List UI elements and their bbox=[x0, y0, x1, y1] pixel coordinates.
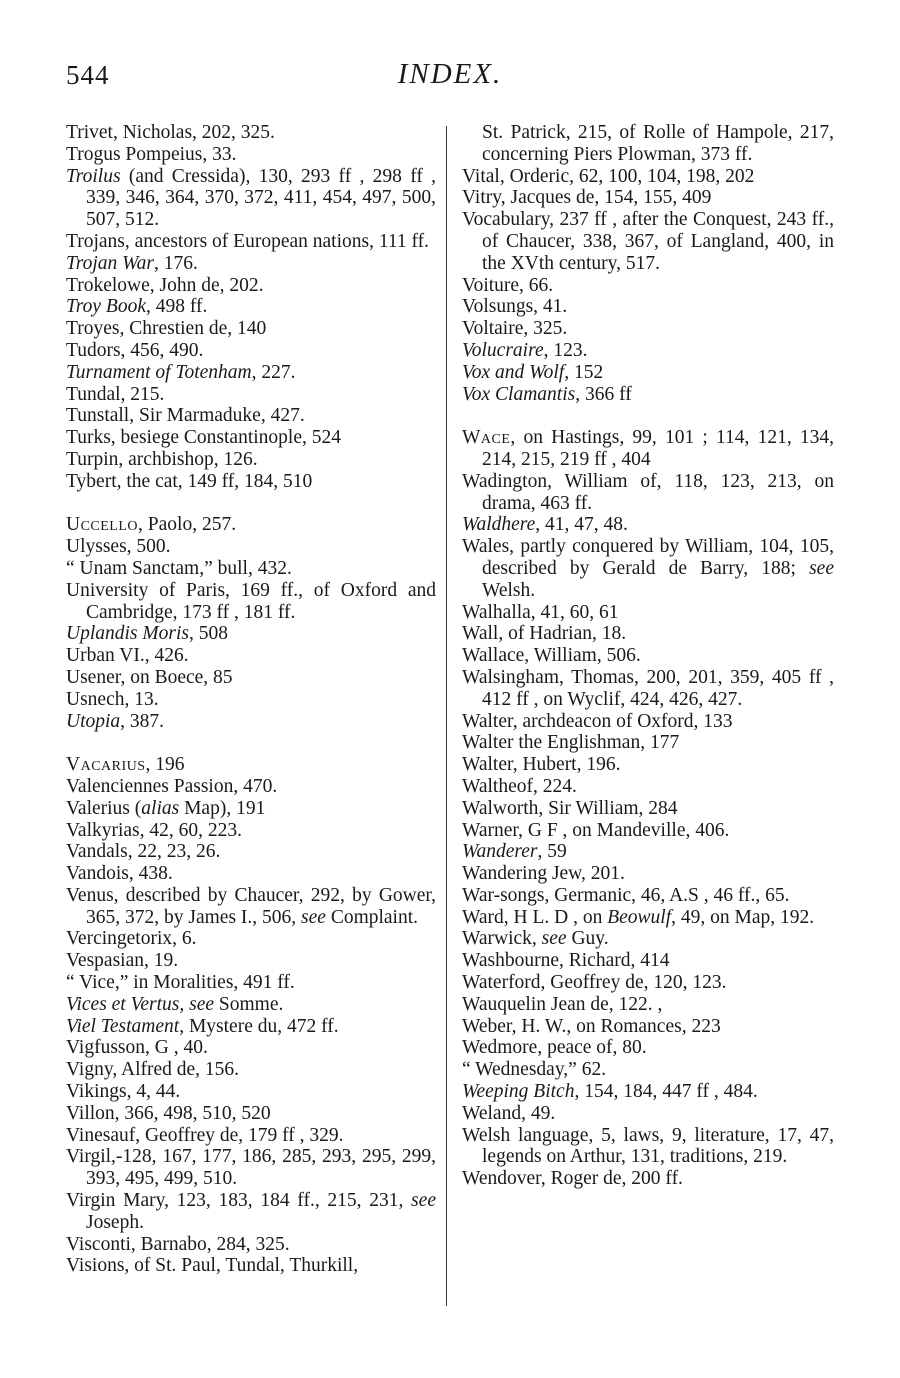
index-entry bbox=[66, 1103, 436, 1125]
index-entry-text: , on Hastings, 99, 101 ; 114, 121, 134, 214, 215, 219 ff , 404 bbox=[482, 427, 834, 470]
index-entry bbox=[66, 362, 436, 384]
index-entry-italic-text: Wanderer bbox=[462, 841, 538, 863]
index-entry-text: Wall, of Hadrian, 18. bbox=[462, 623, 627, 645]
page-number: 544 bbox=[66, 60, 110, 90]
index-entry bbox=[66, 689, 436, 711]
index-entry-text: Ward, H L. D , on bbox=[462, 906, 608, 928]
index-entry-text: Valkyrias, 42, 60, 223. bbox=[66, 819, 243, 841]
index-entry-text: “ Unam Sanctam,” bull, 432. bbox=[66, 557, 292, 579]
index-entry-text: Vandals, 22, 23, 26. bbox=[66, 841, 221, 863]
index-entry bbox=[462, 776, 834, 798]
index-entry-text: Vigfusson, G , 40. bbox=[66, 1037, 208, 1059]
index-entry-text: Visions, of St. Paul, Tundal, Thurkill, bbox=[66, 1255, 359, 1277]
index-entry-text: , 508 bbox=[188, 623, 228, 645]
index-entry-text: Walter, Hubert, 196. bbox=[462, 754, 621, 776]
index-entry-italic-text: see bbox=[301, 906, 326, 928]
index-entry bbox=[462, 994, 834, 1016]
index-entry-text: Voltaire, 325. bbox=[462, 318, 568, 340]
index-entry-text: , 59 bbox=[537, 841, 567, 863]
index-entry-text: Tunstall, Sir Marmaduke, 427. bbox=[66, 405, 305, 427]
index-entry bbox=[462, 602, 834, 624]
index-entry-text: University of Paris, 169 ff., of Oxford and Cambridge, 173 ff , 181 ff. bbox=[66, 579, 436, 623]
index-entry bbox=[66, 514, 436, 536]
index-entry bbox=[66, 1255, 436, 1277]
index-entry bbox=[462, 536, 834, 601]
index-entry-text: Joseph. bbox=[86, 1211, 144, 1233]
index-entry-italic-text: Utopia bbox=[66, 710, 121, 732]
index-entry bbox=[462, 1168, 834, 1190]
index-entry bbox=[66, 231, 436, 253]
index-entry bbox=[462, 471, 834, 515]
index-entry-italic-text: alias bbox=[141, 797, 180, 819]
index-entry bbox=[462, 645, 834, 667]
index-entry bbox=[462, 1103, 834, 1125]
index-entry bbox=[66, 144, 436, 166]
index-entry bbox=[66, 1059, 436, 1081]
index-entry bbox=[462, 318, 834, 340]
index-entry-text: Complaint. bbox=[325, 906, 419, 928]
index-entry-text: Trogus Pompeius, 33. bbox=[66, 143, 237, 165]
index-entry-text: Virgin Mary, 123, 183, 184 ff., 215, 231, bbox=[66, 1190, 412, 1212]
index-entry-text: Somme. bbox=[214, 993, 284, 1015]
index-entry bbox=[462, 362, 834, 384]
section-gap bbox=[462, 405, 834, 427]
index-entry bbox=[66, 1190, 436, 1234]
index-entry bbox=[462, 732, 834, 754]
index-entry bbox=[66, 776, 436, 798]
index-entry bbox=[462, 885, 834, 907]
index-entry-text: Walhalla, 41, 60, 61 bbox=[462, 601, 619, 623]
index-entry-italic-text: Vox Clamantis bbox=[462, 383, 576, 405]
index-entry bbox=[462, 1037, 834, 1059]
index-entry-text: Walworth, Sir William, 284 bbox=[462, 797, 678, 819]
index-entry-text: Usener, on Boece, 85 bbox=[66, 666, 233, 688]
index-entry-italic-text: Uplandis Moris bbox=[66, 623, 189, 645]
index-entry-text: Vigny, Alfred de, 156. bbox=[66, 1059, 240, 1081]
index-entry-text: Trivet, Nicholas, 202, 325. bbox=[66, 122, 275, 143]
column-divider bbox=[446, 126, 447, 1306]
index-entry bbox=[462, 187, 834, 209]
index-entry-text: Map), 191 bbox=[179, 797, 266, 819]
index-entry bbox=[66, 863, 436, 885]
index-entry-text: Villon, 366, 498, 510, 520 bbox=[66, 1102, 271, 1124]
index-entry-text: , 41, 47, 48. bbox=[535, 514, 628, 536]
index-entry-text: Wandering Jew, 201. bbox=[462, 863, 625, 885]
index-entry bbox=[66, 841, 436, 863]
index-column-left bbox=[66, 122, 436, 1277]
index-entry-text: Vandois, 438. bbox=[66, 863, 173, 885]
index-entry-text: Walsingham, Thomas, 200, 201, 359, 405 ff , 412 ff , on Wyclif, 424, 426, 427. bbox=[462, 666, 834, 710]
index-entry bbox=[66, 318, 436, 340]
index-entry-text: Valenciennes Passion, 470. bbox=[66, 775, 278, 797]
index-entry-text: , 366 ff bbox=[575, 383, 632, 405]
index-entry bbox=[462, 623, 834, 645]
index-entry bbox=[66, 820, 436, 842]
index-entry bbox=[66, 885, 436, 929]
index-entry-text: Tundal, 215. bbox=[66, 383, 165, 405]
index-entry bbox=[66, 580, 436, 624]
index-entry bbox=[66, 928, 436, 950]
index-entry-text: , 49, on Map, 192. bbox=[671, 906, 815, 928]
index-entry-italic-text: Weeping Bitch bbox=[462, 1081, 575, 1103]
index-entry bbox=[66, 405, 436, 427]
index-entry-text: Vacarius bbox=[66, 754, 146, 776]
index-entry-text: Trokelowe, John de, 202. bbox=[66, 274, 264, 296]
index-entry-text: Uccello bbox=[66, 514, 139, 536]
index-entry-text: Vespasian, 19. bbox=[66, 950, 179, 972]
index-entry-text: Virgil,-128, 167, 177, 186, 285, 293, 295, 299, 393, 495, 499, 510. bbox=[66, 1146, 436, 1190]
index-entry-text: St. Patrick, 215, of Rolle of Hampole, 217, concerning Piers Plowman, 373 ff. bbox=[482, 122, 834, 165]
index-entry bbox=[462, 863, 834, 885]
index-entry bbox=[462, 166, 834, 188]
index-entry bbox=[462, 296, 834, 318]
index-entry bbox=[66, 798, 436, 820]
index-entry bbox=[66, 972, 436, 994]
index-entry bbox=[462, 340, 834, 362]
index-entry-text: Warwick, bbox=[462, 928, 542, 950]
index-entry-text: Venus, described by Chaucer, 292, by Gower, 365, 372, by James I., 506, bbox=[66, 884, 436, 928]
index-entry bbox=[462, 1016, 834, 1038]
index-entry-italic-text: Turnament of Totenham bbox=[66, 361, 252, 383]
index-entry bbox=[462, 820, 834, 842]
index-entry-text: , 176. bbox=[153, 252, 198, 274]
index-entry bbox=[462, 798, 834, 820]
index-entry bbox=[462, 209, 834, 274]
index-entry-text: , 196 bbox=[145, 754, 185, 776]
index-entry-text: Vocabulary, 237 ff , after the Conquest, 243 ff., of Chaucer, 338, 367, of Langland, 400, in the XVth century, 517. bbox=[462, 209, 834, 274]
index-entry-text: Wadington, William of, 118, 123, 213, on drama, 463 ff. bbox=[462, 470, 834, 514]
index-entry-text: Wallace, William, 506. bbox=[462, 645, 641, 667]
index-entry-text: Wendover, Roger de, 200 ff. bbox=[462, 1168, 683, 1190]
index-entry-text: Walter the Englishman, 177 bbox=[462, 732, 680, 754]
index-entry-text: Wales, partly conquered by William, 104, 105, described by Gerald de Barry, 188; bbox=[462, 536, 834, 579]
index-entry-text: Troyes, Chrestien de, 140 bbox=[66, 318, 267, 340]
index-entry bbox=[66, 754, 436, 776]
index-entry bbox=[66, 122, 436, 144]
index-entry bbox=[66, 711, 436, 733]
index-entry-text: Urban VI., 426. bbox=[66, 645, 189, 667]
index-entry-italic-text: Trojan War bbox=[66, 252, 154, 274]
index-entry bbox=[462, 122, 834, 166]
index-entry bbox=[66, 296, 436, 318]
index-entry-text: Usnech, 13. bbox=[66, 688, 159, 710]
index-entry bbox=[462, 950, 834, 972]
index-entry bbox=[462, 384, 834, 406]
index-entry bbox=[462, 427, 834, 471]
index-entry bbox=[462, 928, 834, 950]
index-entry bbox=[66, 1234, 436, 1256]
index-entry bbox=[462, 1059, 834, 1081]
index-entry-text: , 387. bbox=[120, 710, 165, 732]
index-entry-text: Tybert, the cat, 149 ff, 184, 510 bbox=[66, 470, 313, 492]
index-entry bbox=[462, 275, 834, 297]
index-entry-text: Visconti, Barnabo, 284, 325. bbox=[66, 1233, 290, 1255]
index-entry bbox=[66, 275, 436, 297]
index-entry-text: “ Vice,” in Moralities, 491 ff. bbox=[66, 972, 295, 994]
index-entry bbox=[66, 536, 436, 558]
index-entry-text: , 152 bbox=[564, 361, 604, 383]
index-entry bbox=[66, 1146, 436, 1190]
index-entry-text: Welsh. bbox=[482, 579, 536, 601]
section-gap bbox=[66, 732, 436, 754]
index-entry-text: , 498 ff. bbox=[145, 296, 208, 318]
index-entry-text: War-songs, Germanic, 46, A.S , 46 ff., 65. bbox=[462, 884, 790, 906]
index-entry-text: Washbourne, Richard, 414 bbox=[462, 950, 670, 972]
index-entry-italic-text: Viel Testament bbox=[66, 1015, 180, 1037]
index-entry bbox=[66, 471, 436, 493]
index-entry-text: Vikings, 4, 44. bbox=[66, 1081, 181, 1103]
index-entry-text: Weland, 49. bbox=[462, 1102, 556, 1124]
index-entry bbox=[66, 340, 436, 362]
index-entry bbox=[462, 514, 834, 536]
index-entry-italic-text: Beowulf bbox=[607, 906, 672, 928]
index-entry bbox=[462, 1081, 834, 1103]
index-entry bbox=[66, 427, 436, 449]
index-entry bbox=[66, 667, 436, 689]
index-entry-text: Welsh language, 5, laws, 9, literature, 17, 47, legends on Arthur, 131, traditions, 219. bbox=[462, 1124, 834, 1168]
index-entry-text: Turks, besiege Constantinople, 524 bbox=[66, 427, 341, 449]
index-entry-text: Vital, Orderic, 62, 100, 104, 198, 202 bbox=[462, 165, 755, 187]
index-entry-text: Weber, H. W., on Romances, 223 bbox=[462, 1015, 721, 1037]
index-entry-text: Waltheof, 224. bbox=[462, 775, 577, 797]
index-entry bbox=[66, 623, 436, 645]
index-entry bbox=[66, 1125, 436, 1147]
index-entry bbox=[66, 1081, 436, 1103]
index-entry-italic-text: Troy Book bbox=[66, 296, 146, 318]
index-entry-text: Warner, G F , on Mandeville, 406. bbox=[462, 819, 730, 841]
index-entry-text: Vercingetorix, 6. bbox=[66, 928, 197, 950]
index-entry-text: Tudors, 456, 490. bbox=[66, 339, 204, 361]
index-entry-text: , 154, 184, 447 ff , 484. bbox=[574, 1081, 758, 1103]
index-entry-text: Wauquelin Jean de, 122. , bbox=[462, 993, 663, 1015]
index-entry-text: Walter, archdeacon of Oxford, 133 bbox=[462, 710, 733, 732]
index-entry bbox=[66, 384, 436, 406]
page-title: INDEX. bbox=[397, 58, 503, 90]
index-entry-italic-text: Vices et Vertus, see bbox=[66, 993, 215, 1015]
index-entry-italic-text: Vox and Wolf bbox=[462, 361, 565, 383]
index-entry bbox=[66, 558, 436, 580]
index-entry bbox=[66, 645, 436, 667]
index-entry-italic-text: see bbox=[541, 928, 567, 950]
index-entry bbox=[66, 994, 436, 1016]
index-entry-text: Voiture, 66. bbox=[462, 274, 554, 296]
index-entry bbox=[462, 667, 834, 711]
index-entry bbox=[66, 253, 436, 275]
index-entry-text: “ Wednesday,” 62. bbox=[462, 1059, 607, 1081]
index-entry bbox=[462, 711, 834, 733]
index-entry-text: , Paolo, 257. bbox=[138, 514, 237, 536]
index-entry-text: , 123. bbox=[543, 339, 588, 361]
index-entry bbox=[66, 166, 436, 231]
index-entry-italic-text: Waldhere bbox=[462, 514, 536, 536]
index-entry-italic-text: Volucraire bbox=[462, 339, 544, 361]
index-entry bbox=[66, 950, 436, 972]
index-entry bbox=[462, 1125, 834, 1169]
index-entry-text: Trojans, ancestors of European nations, 111 ff. bbox=[66, 230, 430, 252]
index-entry-text: Waterford, Geoffrey de, 120, 123. bbox=[462, 972, 727, 994]
index-entry bbox=[462, 754, 834, 776]
index-entry-text: Wace bbox=[462, 427, 511, 449]
index-entry-text: , 227. bbox=[251, 361, 296, 383]
index-entry-text: Vitry, Jacques de, 154, 155, 409 bbox=[462, 187, 712, 209]
index-entry bbox=[462, 972, 834, 994]
index-entry-italic-text: see bbox=[411, 1190, 436, 1212]
index-entry-text: (and Cressida), 130, 293 ff , 298 ff , 339, 346, 364, 370, 372, 411, 454, 497, 500, 507, 512. bbox=[86, 165, 436, 231]
index-entry bbox=[66, 449, 436, 471]
index-entry-text: Turpin, archbishop, 126. bbox=[66, 448, 258, 470]
index-entry-text: Guy. bbox=[566, 928, 609, 950]
index-entry-text: , Mystere du, 472 ff. bbox=[179, 1015, 339, 1037]
index-entry bbox=[66, 1037, 436, 1059]
index-entry-text: Vinesauf, Geoffrey de, 179 ff , 329. bbox=[66, 1124, 344, 1146]
index-entry-text: Volsungs, 41. bbox=[462, 296, 568, 318]
index-entry-text: Wedmore, peace of, 80. bbox=[462, 1037, 647, 1059]
index-entry bbox=[462, 907, 834, 929]
index-entry-italic-text: see bbox=[809, 557, 834, 579]
index-entry-text: Valerius ( bbox=[66, 797, 142, 819]
index-entry bbox=[66, 1016, 436, 1038]
index-entry-italic-text: Troilus bbox=[66, 165, 121, 187]
index-column-right bbox=[462, 122, 834, 1190]
index-entry-text: Ulysses, 500. bbox=[66, 536, 171, 558]
index-entry bbox=[462, 841, 834, 863]
section-gap bbox=[66, 493, 436, 515]
